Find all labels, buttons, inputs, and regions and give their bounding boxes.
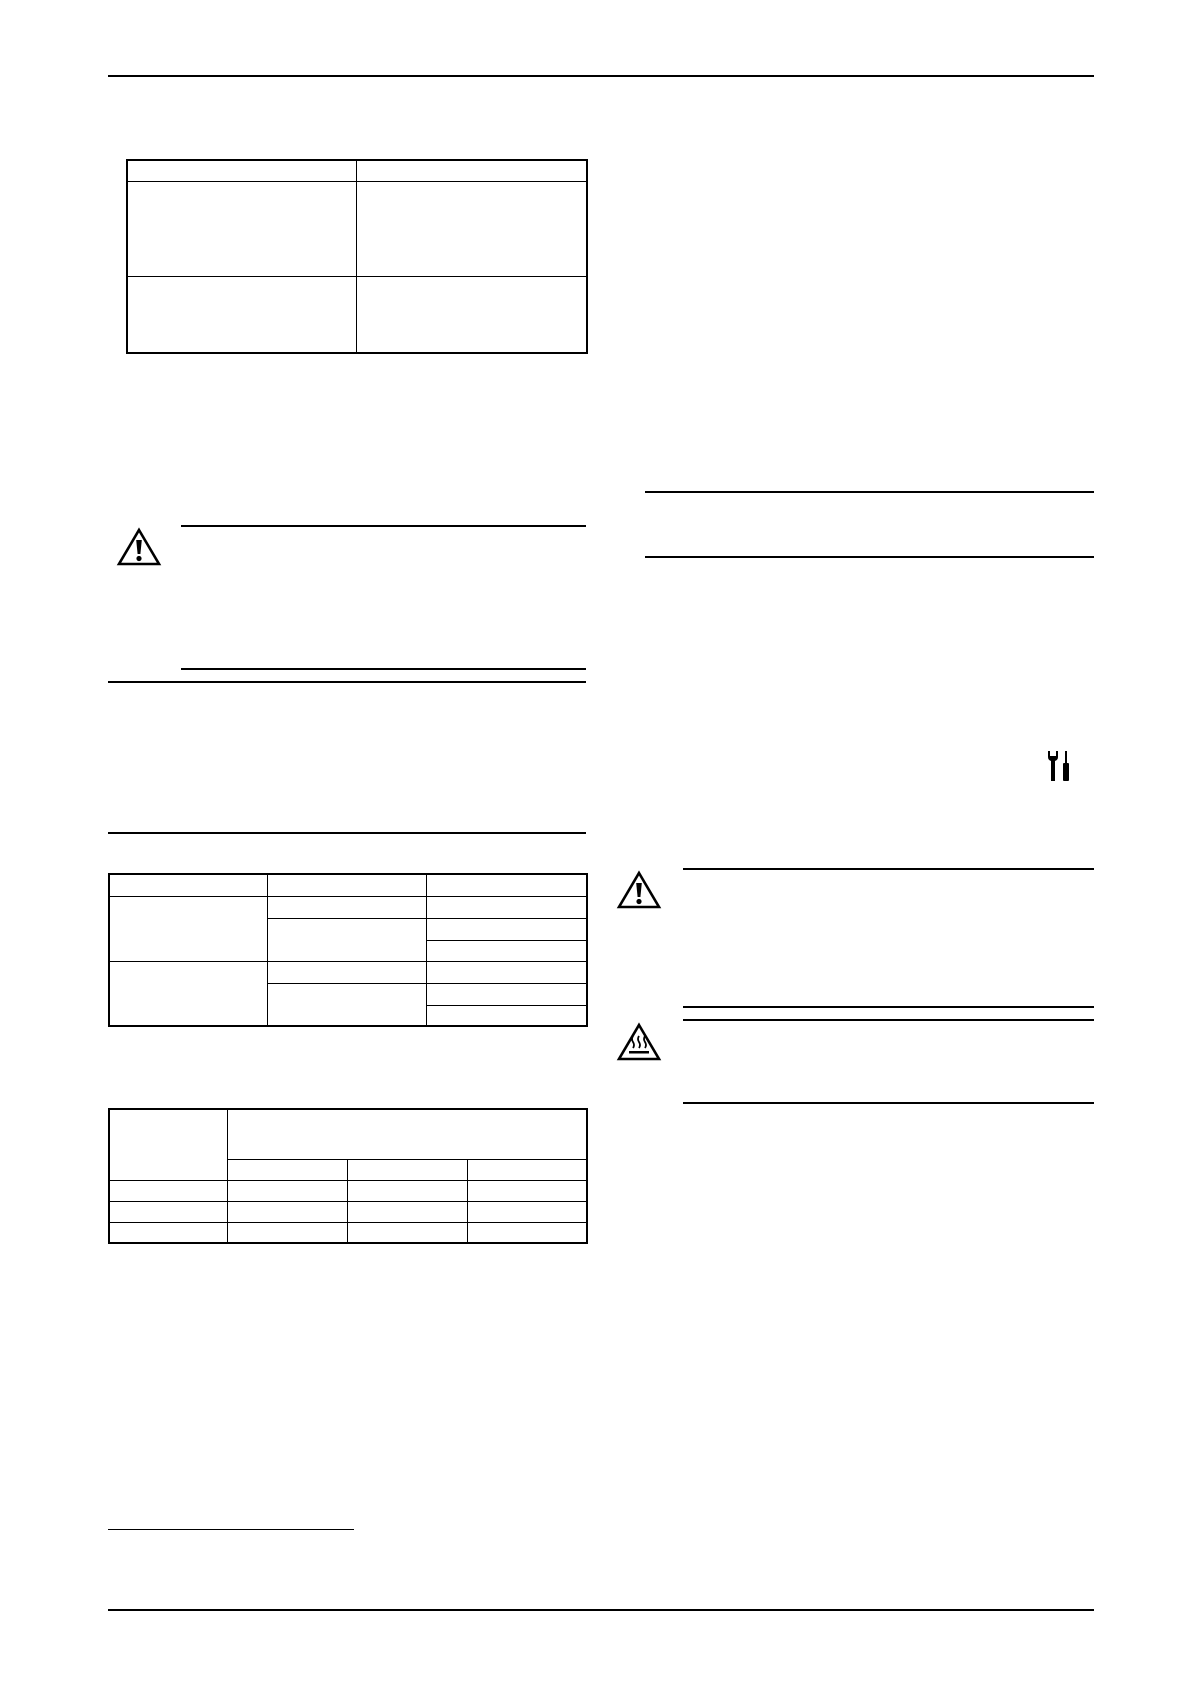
- table-row: [109, 1222, 587, 1243]
- note-top-rule: [645, 491, 1094, 493]
- wrench-screwdriver-icon: [1045, 749, 1075, 783]
- table-row: [109, 896, 587, 918]
- warning-bottom-rule: [683, 1006, 1094, 1008]
- hot-warning-top-rule: [683, 1019, 1094, 1021]
- note-bottom-rule: [645, 556, 1094, 558]
- table-2: [108, 873, 588, 1027]
- table-row: [109, 874, 587, 896]
- warning-top-rule: [683, 868, 1094, 870]
- table-row: [109, 1109, 587, 1159]
- table-3: [108, 1108, 588, 1244]
- table-1: [126, 159, 588, 354]
- section-rule: [108, 832, 586, 834]
- footnote-rule: [108, 1529, 354, 1530]
- hot-warning-bottom-rule: [683, 1102, 1094, 1104]
- footer-rule: [108, 1609, 1094, 1611]
- hot-surface-icon: [616, 1022, 662, 1062]
- warning-top-rule: [181, 525, 586, 527]
- warning-triangle-icon: [616, 870, 662, 910]
- table-row: [127, 181, 587, 276]
- header-rule: [108, 75, 1094, 77]
- table-row: [109, 961, 587, 983]
- table-row: [109, 1180, 587, 1201]
- warning-triangle-icon: [116, 527, 162, 567]
- warning-bottom-rule: [181, 668, 586, 670]
- table-row: [127, 276, 587, 353]
- table-row: [109, 1201, 587, 1222]
- section-rule: [108, 681, 586, 683]
- table-row: [127, 160, 587, 181]
